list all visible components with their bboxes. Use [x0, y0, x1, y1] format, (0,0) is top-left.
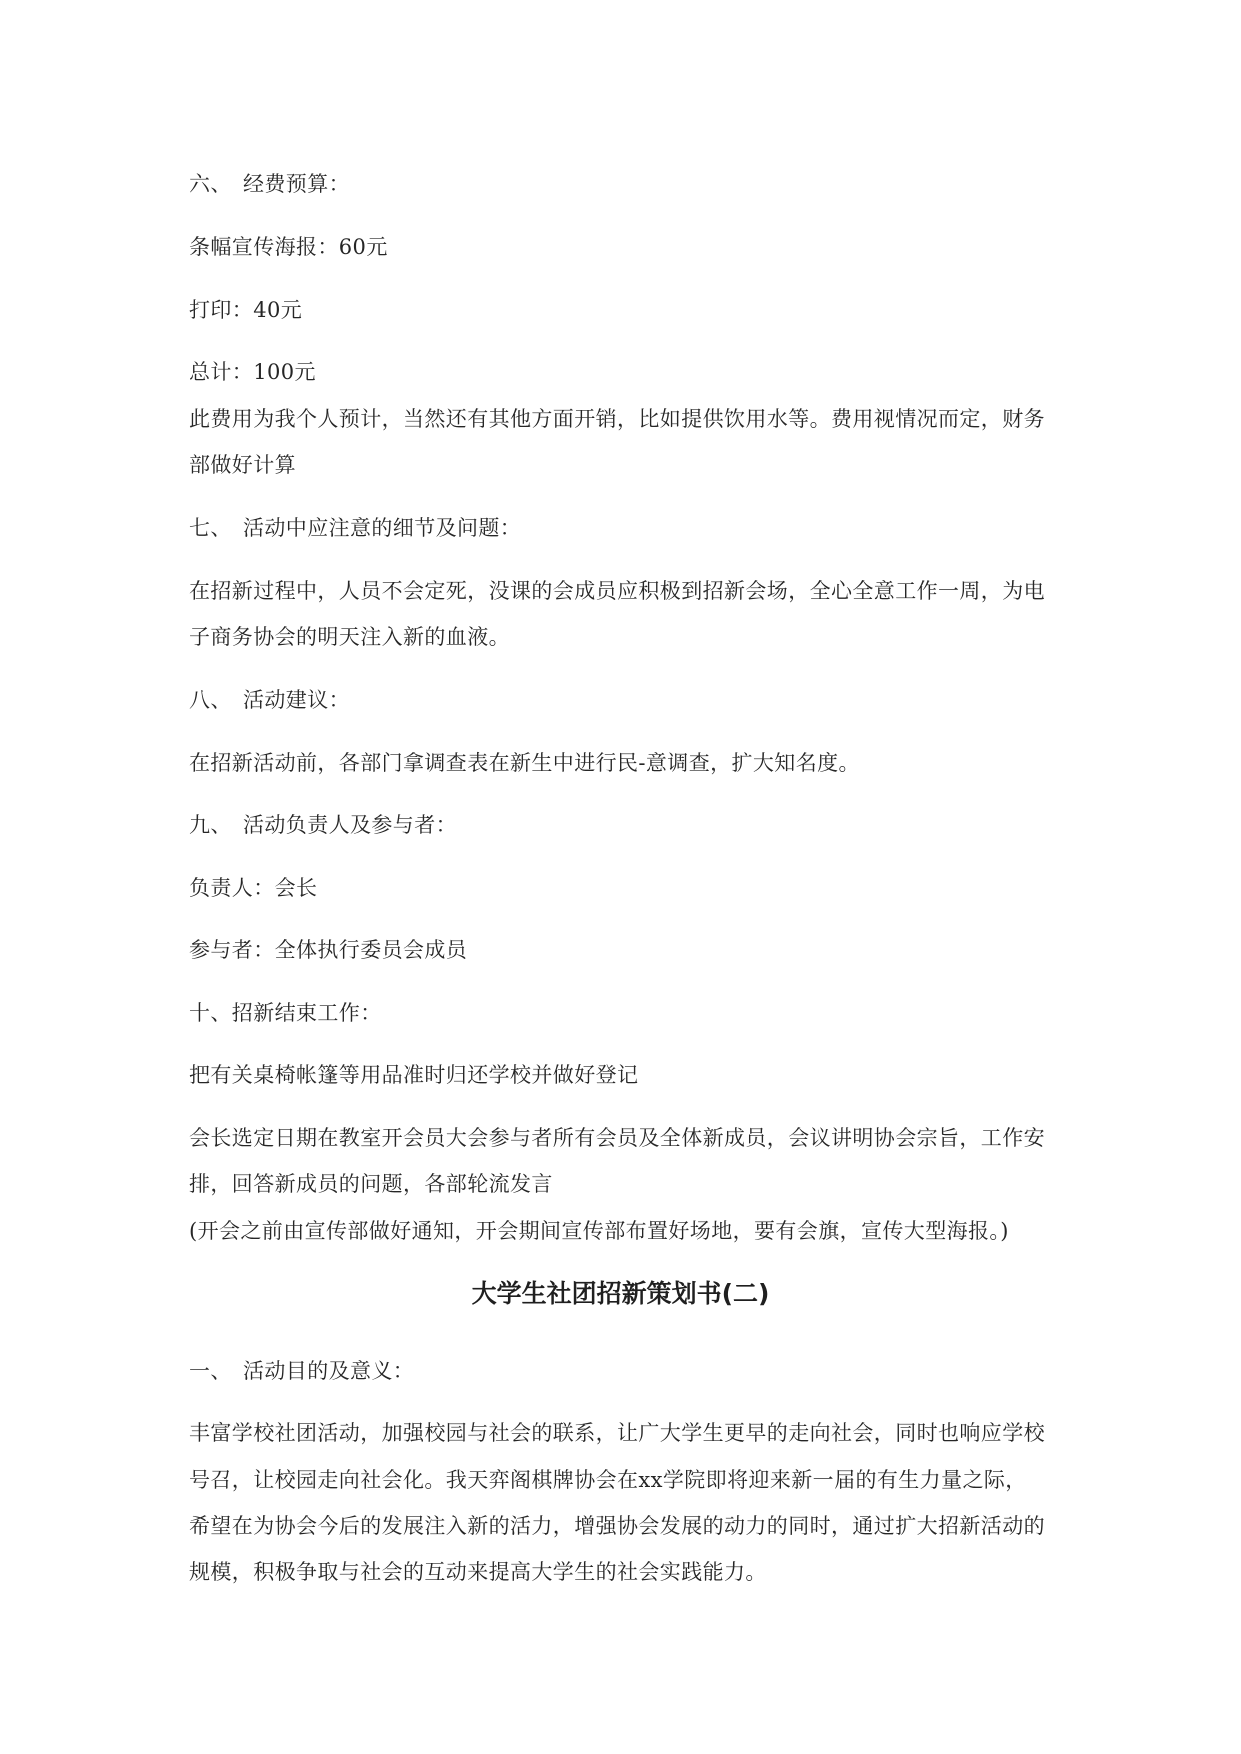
budget-note-line-1: 此费用为我个人预计，当然还有其他方面开销，比如提供饮用水等。费用视情况而定，财务	[189, 407, 1045, 431]
section-title: 活动建议：	[243, 688, 350, 712]
doc2-section-1-heading	[189, 1355, 1069, 1387]
section-10-item-1: 把有关桌椅帐篷等用品准时归还学校并做好登记	[189, 1063, 639, 1087]
section-8-heading	[189, 684, 1069, 716]
section-10-heading: 十、招新结束工作：	[189, 1001, 382, 1025]
section-title: 活动目的及意义：	[243, 1359, 415, 1383]
section-7-heading	[189, 512, 1069, 544]
budget-print: 打印：40元	[189, 298, 303, 322]
section-number: 八、	[189, 688, 232, 712]
document-2-title: 大学生社团招新策划书(二)	[471, 1279, 770, 1308]
section-10-item-2-line-2: 排，回答新成员的问题，各部轮流发言	[189, 1172, 553, 1196]
section-8-body: 在招新活动前，各部门拿调查表在新生中进行民-意调查，扩大知名度。	[189, 751, 860, 775]
doc2-section-1-body-line-1: 丰富学校社团活动，加强校园与社会的联系，让广大学生更早的走向社会，同时也响应学校	[189, 1421, 1045, 1445]
section-9-participants: 参与者：全体执行委员会成员	[189, 938, 468, 962]
section-number: 六、	[189, 172, 232, 196]
section-7-body-line-1: 在招新过程中，人员不会定死，没课的会成员应积极到招新会场，全心全意工作一周，为电	[189, 579, 1045, 603]
section-6-heading	[189, 168, 1069, 200]
doc2-section-1-body-line-3: 希望在为协会今后的发展注入新的活力，增强协会发展的动力的同时，通过扩大招新活动的	[189, 1514, 1045, 1538]
budget-note-line-2: 部做好计算	[189, 453, 296, 477]
section-number: 七、	[189, 516, 232, 540]
section-10-item-2-line-1: 会长选定日期在教室开会员大会参与者所有会员及全体新成员，会议讲明协会宗旨，工作安	[189, 1126, 1045, 1150]
section-7-body-line-2: 子商务协会的明天注入新的血液。	[189, 625, 510, 649]
section-number: 九、	[189, 813, 232, 837]
section-title: 活动负责人及参与者：	[243, 813, 457, 837]
budget-banner: 条幅宣传海报：60元	[189, 235, 388, 259]
doc2-section-1-body-line-2: 号召，让校园走向社会化。我天弈阁棋牌协会在xx学院即将迎来新一届的有生力量之际，	[189, 1468, 1027, 1492]
section-9-heading	[189, 809, 1069, 841]
doc2-section-1-body-line-4: 规模，积极争取与社会的互动来提高大学生的社会实践能力。	[189, 1560, 767, 1584]
section-title: 经费预算：	[243, 172, 350, 196]
section-number: 一、	[189, 1359, 232, 1383]
budget-total: 总计：100元	[189, 360, 316, 384]
section-title: 活动中应注意的细节及问题：	[243, 516, 522, 540]
section-9-leader: 负责人：会长	[189, 876, 318, 900]
section-10-item-3: (开会之前由宣传部做好通知，开会期间宣传部布置好场地，要有会旗，宣传大型海报。)	[189, 1219, 1009, 1243]
